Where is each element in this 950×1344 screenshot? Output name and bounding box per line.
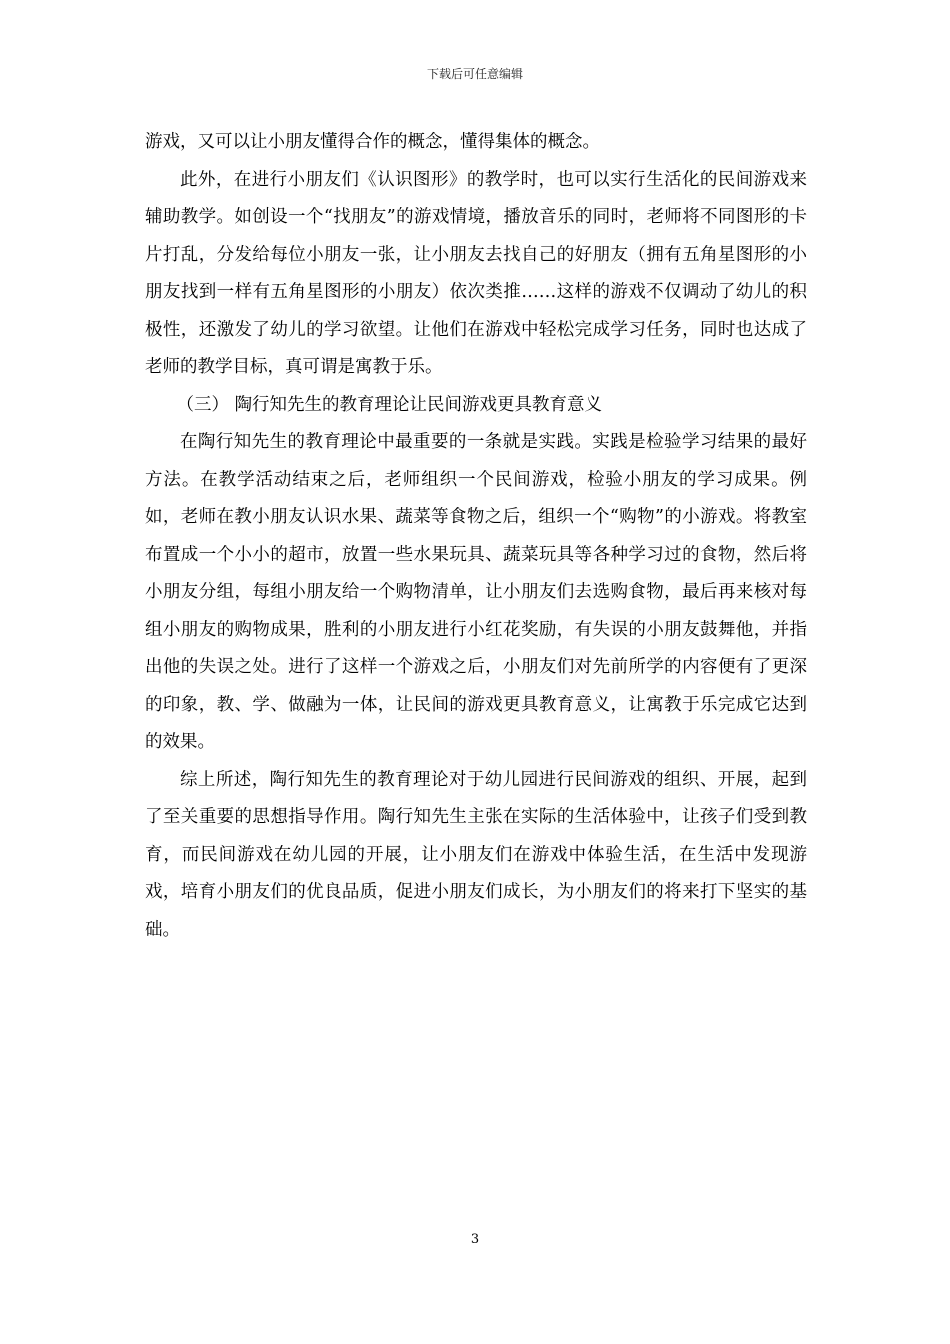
- document-body: [145, 124, 807, 949]
- paragraph-shape-game: 此外，在进行小朋友们《认识图形》的教学时，也可以实行生活化的民间游戏来辅助教学。如创设一个“找朋友”的游戏情境，播放音乐的同时，老师将不同图形的卡片打乱，分发给每位小朋友一张，让小朋友去找自己的好朋友（拥有五角星图形的小朋友找到一样有五角星图形的小朋友）依次类推……这样的游戏不仅调动了幼儿的积极性，还激发了幼儿的学习欲望。让他们在游戏中轻松完成学习任务，同时也达成了老师的教学目标，真可谓是寓教于乐。: [145, 169, 807, 377]
- page-header: 下载后可任意编辑: [426, 67, 523, 81]
- paragraph-practice: 在陶行知先生的教育理论中最重要的一条就是实践。实践是检验学习结果的最好方法。在教学活动结束之后，老师组织一个民间游戏，检验小朋友的学习成果。例如，老师在教小朋友认识水果、蔬菜等食物之后，组织一个“购物”的小游戏。将教室布置成一个小小的超市，放置一些水果玩具、蔬菜玩具等各种学习过的食物，然后将小朋友分组，每组小朋友给一个购物清单，让小朋友们去选购食物，最后再来核对每组小朋友的购物成果，胜利的小朋友进行小红花奖励，有失误的小朋友鼓舞他，并指出他的失误之处。进行了这样一个游戏之后，小朋友们对先前所学的内容便有了更深的印象，教、学、做融为一体，让民间的游戏更具教育意义，让寓教于乐完成它达到的效果。: [145, 432, 807, 752]
- page-number: 3: [470, 1232, 480, 1247]
- paragraph-conclusion: 综上所述，陶行知先生的教育理论对于幼儿园进行民间游戏的组织、开展，起到了至关重要的思想指导作用。陶行知先生主张在实际的生活体验中，让孩子们受到教育，而民间游戏在幼儿园的开展，让小朋友们在游戏中体验生活，在生活中发现游戏，培育小朋友们的优良品质，促进小朋友们成长，为小朋友们的将来打下坚实的基础。: [145, 769, 807, 940]
- paragraph-continuation: 游戏，又可以让小朋友懂得合作的概念，懂得集体的概念。: [145, 132, 600, 152]
- section-heading-three: （三） 陶行知先生的教育理论让民间游戏更具教育意义: [176, 394, 603, 415]
